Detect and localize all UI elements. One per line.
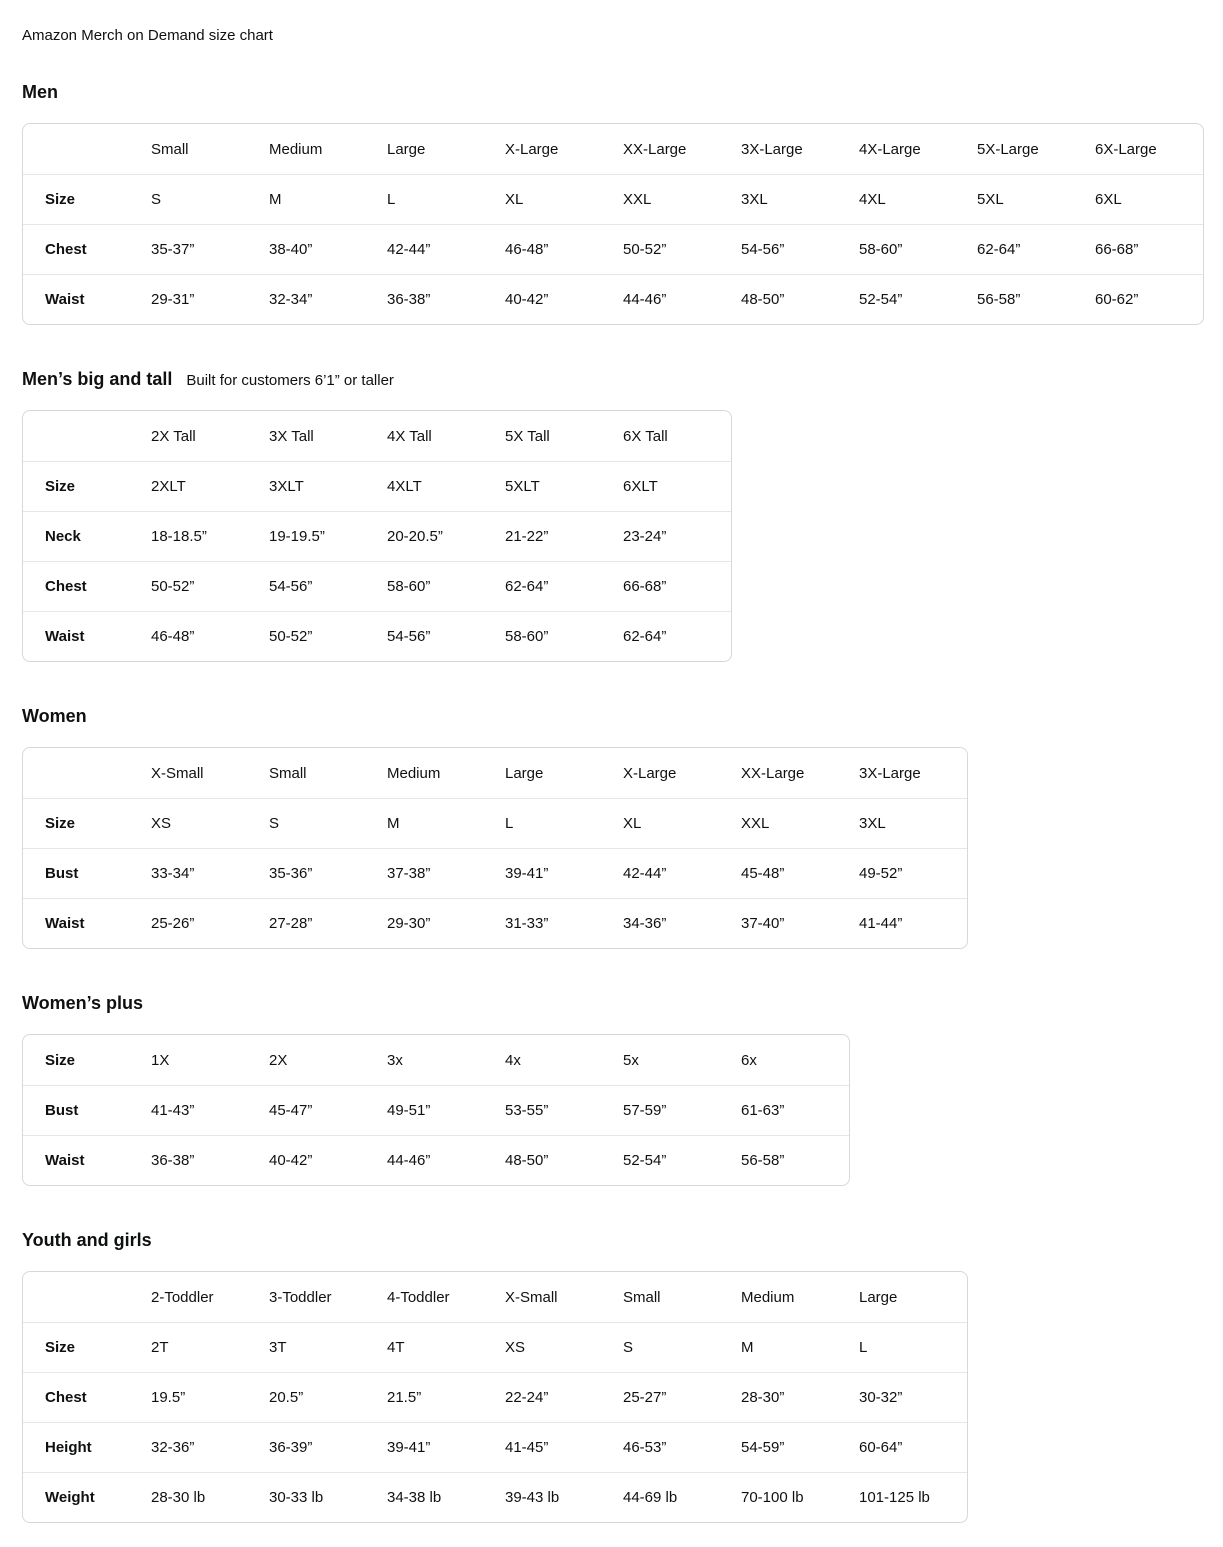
section-women <box>22 704 1201 949</box>
column-header: 4X Tall <box>387 427 432 445</box>
section-heading-row <box>22 367 1201 391</box>
cell-value: 49-52” <box>859 848 967 898</box>
column-header: 4-Toddler <box>387 1288 450 1306</box>
column-header: Small <box>269 764 307 782</box>
cell-value: 39-43 lb <box>505 1472 623 1522</box>
cell-value: 39-41” <box>387 1422 505 1472</box>
section-heading-row <box>22 991 1201 1015</box>
table-row <box>23 461 731 511</box>
section-heading-womens-plus: Women’s plus <box>22 993 144 1013</box>
table-row <box>23 511 731 561</box>
men-size-table <box>22 123 1204 325</box>
cell-value: 62-64” <box>977 224 1095 274</box>
cell-value: 50-52” <box>269 611 387 661</box>
cell-value: 3XLT <box>269 461 387 511</box>
cell-value: 46-53” <box>623 1422 741 1472</box>
section-mens-big-and-tall <box>22 367 1201 662</box>
cell-value: 6XL <box>1095 174 1203 224</box>
corner-cell <box>23 1272 151 1322</box>
table-row <box>23 848 967 898</box>
cell-value: 48-50” <box>505 1135 623 1185</box>
table-row <box>23 798 967 848</box>
cell-value: 60-64” <box>859 1422 967 1472</box>
mens-big-and-tall-size-table <box>22 410 732 662</box>
column-header: 6X Tall <box>623 427 668 445</box>
section-subtitle-mens-big-and-tall: Built for customers 6’1” or taller <box>186 372 394 389</box>
cell-value: 4x <box>505 1051 521 1069</box>
row-label: Chest <box>23 224 151 274</box>
column-header: Small <box>623 1288 661 1306</box>
row-label: Waist <box>23 611 151 661</box>
column-header: 3X Tall <box>269 427 314 445</box>
cell-value: 53-55” <box>505 1085 623 1135</box>
cell-value: 70-100 lb <box>741 1472 859 1522</box>
row-label: Size <box>23 174 151 224</box>
cell-value: 4XLT <box>387 461 505 511</box>
cell-value: 50-52” <box>623 224 741 274</box>
cell-value: XS <box>505 1322 623 1372</box>
column-header: 3X-Large <box>741 140 803 158</box>
cell-value: 18-18.5” <box>151 511 269 561</box>
cell-value: 28-30” <box>741 1372 859 1422</box>
table-row <box>23 224 1203 274</box>
cell-value: 21-22” <box>505 511 623 561</box>
cell-value: 19-19.5” <box>269 511 387 561</box>
cell-value: 35-36” <box>269 848 387 898</box>
column-header: 3-Toddler <box>269 1288 332 1306</box>
column-header: Medium <box>741 1288 795 1306</box>
row-label: Chest <box>23 561 151 611</box>
cell-value: 41-43” <box>151 1085 269 1135</box>
section-heading-women: Women <box>22 706 87 726</box>
men-size-table-container <box>22 123 1201 325</box>
header-row <box>23 1272 967 1322</box>
youth-and-girls-size-table-container <box>22 1271 1201 1523</box>
cell-value: 37-40” <box>741 898 859 948</box>
cell-value: XXL <box>741 798 859 848</box>
cell-value: S <box>623 1322 741 1372</box>
table-row <box>23 1472 967 1522</box>
cell-value: 32-36” <box>151 1422 269 1472</box>
womens-plus-size-table-container <box>22 1034 1201 1186</box>
table-row <box>23 1035 849 1085</box>
cell-value: 2XLT <box>151 461 269 511</box>
section-men <box>22 80 1201 325</box>
cell-value: 57-59” <box>623 1085 741 1135</box>
cell-value: 46-48” <box>151 611 269 661</box>
cell-value: 44-46” <box>387 1135 505 1185</box>
column-header: XX-Large <box>741 764 805 782</box>
women-size-table-container <box>22 747 1201 949</box>
table-row <box>23 274 1203 324</box>
cell-value: 62-64” <box>623 611 731 661</box>
cell-value: XL <box>505 174 623 224</box>
cell-value: 37-38” <box>387 848 505 898</box>
cell-value: 58-60” <box>859 224 977 274</box>
column-header: X-Small <box>151 764 204 782</box>
cell-value: 45-47” <box>269 1085 387 1135</box>
row-label: Bust <box>23 1085 151 1135</box>
cell-value: 58-60” <box>387 561 505 611</box>
cell-value: 6XLT <box>623 461 731 511</box>
table-row <box>23 1135 849 1185</box>
cell-value: 3XL <box>741 174 859 224</box>
cell-value: 6x <box>741 1051 757 1069</box>
column-header: X-Large <box>505 140 559 158</box>
column-header: Medium <box>387 764 441 782</box>
youth-and-girls-size-table <box>22 1271 968 1523</box>
cell-value: 29-31” <box>151 274 269 324</box>
cell-value: 101-125 lb <box>859 1472 967 1522</box>
cell-value: 33-34” <box>151 848 269 898</box>
cell-value: 54-56” <box>741 224 859 274</box>
cell-value: 39-41” <box>505 848 623 898</box>
page-title: Amazon Merch on Demand size chart <box>22 27 273 44</box>
row-label: Waist <box>23 898 151 948</box>
column-header: 2X Tall <box>151 427 196 445</box>
cell-value: 20.5” <box>269 1372 387 1422</box>
column-header: 5X Tall <box>505 427 550 445</box>
cell-value: 3XL <box>859 798 967 848</box>
cell-value: 3T <box>269 1322 387 1372</box>
cell-value: 46-48” <box>505 224 623 274</box>
cell-value: 22-24” <box>505 1372 623 1422</box>
cell-value: 29-30” <box>387 898 505 948</box>
mens-big-and-tall-size-table-container <box>22 410 1201 662</box>
cell-value: 54-59” <box>741 1422 859 1472</box>
cell-value: 36-39” <box>269 1422 387 1472</box>
cell-value: 48-50” <box>741 274 859 324</box>
corner-cell <box>23 748 151 798</box>
cell-value: 42-44” <box>387 224 505 274</box>
section-heading-row <box>22 1228 1201 1252</box>
column-header: Large <box>387 140 426 158</box>
cell-value: 36-38” <box>151 1135 269 1185</box>
cell-value: 54-56” <box>269 561 387 611</box>
cell-value: 44-69 lb <box>623 1472 741 1522</box>
cell-value: 32-34” <box>269 274 387 324</box>
women-size-table <box>22 747 968 949</box>
row-label: Size <box>45 1051 76 1069</box>
cell-value: 28-30 lb <box>151 1472 269 1522</box>
row-label: Size <box>23 461 151 511</box>
column-header: Medium <box>269 140 323 158</box>
row-label: Size <box>23 798 151 848</box>
table-row <box>23 898 967 948</box>
cell-value: 35-37” <box>151 224 269 274</box>
cell-value: 52-54” <box>623 1135 741 1185</box>
header-row <box>23 411 731 461</box>
cell-value: 30-32” <box>859 1372 967 1422</box>
column-header: 3X-Large <box>859 764 921 782</box>
cell-value: 25-27” <box>623 1372 741 1422</box>
cell-value: 42-44” <box>623 848 741 898</box>
cell-value: 61-63” <box>741 1085 849 1135</box>
section-youth-and-girls <box>22 1228 1201 1523</box>
column-header: 6X-Large <box>1095 140 1157 158</box>
table-row <box>23 174 1203 224</box>
row-label: Bust <box>23 848 151 898</box>
row-label: Waist <box>23 274 151 324</box>
cell-value: M <box>741 1322 859 1372</box>
cell-value: 40-42” <box>505 274 623 324</box>
cell-value: S <box>269 798 387 848</box>
row-label: Waist <box>23 1135 151 1185</box>
column-header: Large <box>859 1288 898 1306</box>
cell-value: M <box>269 174 387 224</box>
cell-value: L <box>387 174 505 224</box>
cell-value: 1X <box>151 1051 170 1069</box>
cell-value: 19.5” <box>151 1372 269 1422</box>
womens-plus-size-table <box>22 1034 850 1186</box>
cell-value: 4T <box>387 1322 505 1372</box>
column-header: XX-Large <box>623 140 687 158</box>
row-label: Chest <box>23 1372 151 1422</box>
header-row <box>23 124 1203 174</box>
cell-value: 20-20.5” <box>387 511 505 561</box>
cell-value: XS <box>151 798 269 848</box>
cell-value: 56-58” <box>977 274 1095 324</box>
cell-value: 49-51” <box>387 1085 505 1135</box>
cell-value: 25-26” <box>151 898 269 948</box>
cell-value: L <box>859 1322 967 1372</box>
section-heading-row <box>22 704 1201 728</box>
cell-value: 2X <box>269 1051 288 1069</box>
cell-value: 5x <box>623 1051 639 1069</box>
cell-value: M <box>387 798 505 848</box>
column-header: 2-Toddler <box>151 1288 214 1306</box>
cell-value: 44-46” <box>623 274 741 324</box>
cell-value: 50-52” <box>151 561 269 611</box>
cell-value: 41-45” <box>505 1422 623 1472</box>
header-row <box>23 748 967 798</box>
cell-value: 38-40” <box>269 224 387 274</box>
cell-value: 60-62” <box>1095 274 1203 324</box>
cell-value: 2T <box>151 1322 269 1372</box>
cell-value: 54-56” <box>387 611 505 661</box>
row-label: Size <box>23 1322 151 1372</box>
column-header: Large <box>505 764 544 782</box>
cell-value: 4XL <box>859 174 977 224</box>
column-header: X-Small <box>505 1288 558 1306</box>
table-row <box>23 1085 849 1135</box>
cell-value: 36-38” <box>387 274 505 324</box>
cell-value: 66-68” <box>1095 224 1203 274</box>
column-header: Small <box>151 140 189 158</box>
cell-value: 31-33” <box>505 898 623 948</box>
column-header: 5X-Large <box>977 140 1039 158</box>
section-womens-plus <box>22 991 1201 1186</box>
cell-value: 41-44” <box>859 898 967 948</box>
cell-value: XXL <box>623 174 741 224</box>
section-heading-men: Men <box>22 82 58 102</box>
section-heading-youth-and-girls: Youth and girls <box>22 1230 152 1250</box>
corner-cell <box>23 124 151 174</box>
row-label: Height <box>23 1422 151 1472</box>
column-header: 4X-Large <box>859 140 921 158</box>
row-label: Neck <box>23 511 151 561</box>
cell-value: 45-48” <box>741 848 859 898</box>
cell-value: 52-54” <box>859 274 977 324</box>
cell-value: 34-38 lb <box>387 1472 505 1522</box>
cell-value: 27-28” <box>269 898 387 948</box>
cell-value: 66-68” <box>623 561 731 611</box>
cell-value: 5XLT <box>505 461 623 511</box>
cell-value: 34-36” <box>623 898 741 948</box>
table-row <box>23 1422 967 1472</box>
corner-cell <box>23 411 151 461</box>
section-heading-mens-big-and-tall: Men’s big and tall <box>22 369 173 389</box>
table-row <box>23 1372 967 1422</box>
cell-value: 21.5” <box>387 1372 505 1422</box>
cell-value: XL <box>623 798 741 848</box>
cell-value: 56-58” <box>741 1135 849 1185</box>
section-heading-row <box>22 80 1201 104</box>
cell-value: L <box>505 798 623 848</box>
cell-value: 3x <box>387 1051 403 1069</box>
row-label: Weight <box>23 1472 151 1522</box>
table-row <box>23 561 731 611</box>
cell-value: S <box>151 174 269 224</box>
cell-value: 5XL <box>977 174 1095 224</box>
cell-value: 30-33 lb <box>269 1472 387 1522</box>
cell-value: 58-60” <box>505 611 623 661</box>
cell-value: 40-42” <box>269 1135 387 1185</box>
cell-value: 62-64” <box>505 561 623 611</box>
cell-value: 23-24” <box>623 511 731 561</box>
column-header: X-Large <box>623 764 677 782</box>
table-row <box>23 1322 967 1372</box>
table-row <box>23 611 731 661</box>
